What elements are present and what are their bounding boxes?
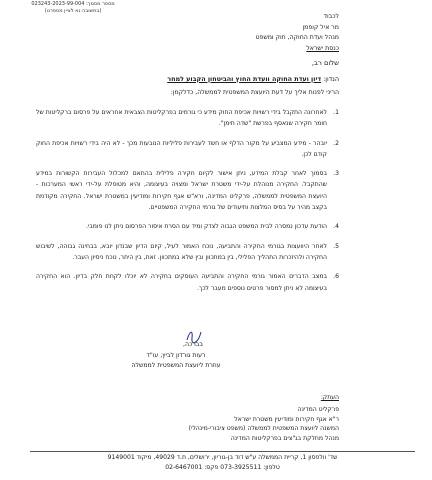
copy-recipient: פרקליט המדינה <box>297 406 339 414</box>
paragraph-number: 3. <box>333 170 339 178</box>
document-number: מספר מסמך: 023243-2023-99-004 <box>31 1 115 7</box>
recipient-org: כנסת ישראל <box>306 44 339 52</box>
subject-line <box>39 75 339 83</box>
paragraph-number: 4. <box>333 223 339 231</box>
paragraph-text: בסמוך לאחר קבלת המידע, ניתן אישור לקיום חקירה פלילית בהתאם למכלול העבירות הקשורות במידע שהתקבל. החקירה מנוהלת על-ידי משטרת ישראל ומצויה בעיצומה, והיא מטופלת על-ידי ראשי המערכות - היועצת המשפטית לממשלה, פרקליט המדינה, ורא"ש אגף חקירות ומודיעין במשטרת ישראל. החקירה מקודמת בקצב מהיר על בסיס המלצות ותיעודים של גורמי החקירה המשפטיים. <box>36 170 327 212</box>
paragraph-item <box>36 138 339 161</box>
footer-contact: טלפון: 073-3925511 פקס: 02-6467001 <box>165 464 280 472</box>
intro-paragraph: הריני לפנות אליך על דעת היועצת המשפטית לממשלה, כדלקמן: <box>170 89 339 96</box>
paragraph-item <box>36 241 339 264</box>
recipient-name: מר איל קופמן <box>302 23 339 31</box>
subject-prefix: הנדון: <box>323 75 339 83</box>
paragraph-text: הודעת עדכון נמסרה לבית המשפט הגבוה לצדק ומיד עם הסרת איסור הפרסום ניתן לנו פומבי. <box>85 223 327 231</box>
paragraph-text: יובהר - מידע המצביע על מקור הדלף או חשד לעבירות פליליות הנובעות מכך - לא היה בידי רשויות אכיפת החוק קודם לכן. <box>36 139 327 158</box>
paragraph-number: 1. <box>333 109 339 116</box>
signature-scribble <box>184 326 204 346</box>
paragraph-number: 6. <box>333 273 339 281</box>
document-reference <box>8 1 138 15</box>
copy-recipient: מנהל מחלקת בג"צים בפרקליטות המדינה <box>230 434 339 442</box>
paragraph-number: 2. <box>333 139 339 147</box>
recipient-block <box>189 12 339 54</box>
paragraph-item <box>36 168 339 213</box>
letter-footer <box>30 451 415 474</box>
subject-text: דיון ועדת החוקה וועדת החוץ והביטחון הקבוע למחר <box>167 75 322 83</box>
reference-note: (בתשובה נא לציין מספרנו) <box>44 8 102 14</box>
copies-heading: העתק: <box>320 394 339 401</box>
paragraph-item <box>36 107 339 130</box>
recipient-role: מנהל ועדת החוקה, חוק ומשפט <box>255 34 339 42</box>
recipient-to: לכבוד <box>323 13 339 20</box>
copies-list <box>129 393 339 443</box>
footer-address: שד' וולפסון 1, קריית הממשלה ע"ש דוד בן-גוריון, ירושלים, ת.ד 49029, מיקוד 9149001 <box>107 454 338 461</box>
numbered-paragraphs <box>36 107 339 302</box>
closing-salutation: בברכה, <box>183 341 203 348</box>
signature-block <box>106 340 246 372</box>
signatory-name: רעות גורדון לביץ, עו"ד <box>146 351 206 359</box>
copy-recipient: ר"א אגף חקירות ומודיעין משטרת ישראל <box>234 415 339 423</box>
copy-recipient: המשנה ליועצת המשפטית לממשלה (משפט ציבורי-מינהלי) <box>188 425 339 433</box>
signatory-title: עוזרת ליועצת המשפטית לממשלה <box>131 362 221 370</box>
paragraph-text: לאחר היוועצות בגורמי החקירה והתביעה, נוכח האמור לעיל, קיום הדיון שבנדון יובא, בבחינה גבוהה, לשיבוש החקירה ולהיזכרות התהליך הפלילי, בין במתכוון ובין שלא במתכוון. זאת, בין היתר, נוכח ניסיון העבר. <box>36 242 327 261</box>
paragraph-item <box>36 221 339 232</box>
greeting: שלום רב, <box>311 59 339 67</box>
paragraph-text: לאחרונה התקבל בידי רשויות אכיפת החוק מידע כי גורמים בפרקליטות הצבאית אחראים על פרסום ברקליטות של חומר חקירה שנאסף בפרשת "שדה תימן". <box>36 109 327 128</box>
paragraph-item <box>36 271 339 294</box>
paragraph-text: במצב הדברים האמור גורמי החקירה והתביעה העוסקים בחקירה לא יוכלו לקחת חלק בדיון. הוא החקירה בעיצומה לא ניתן למסור פרטים נוספים מעבר לכך. <box>36 273 327 292</box>
paragraph-number: 5. <box>333 242 339 250</box>
